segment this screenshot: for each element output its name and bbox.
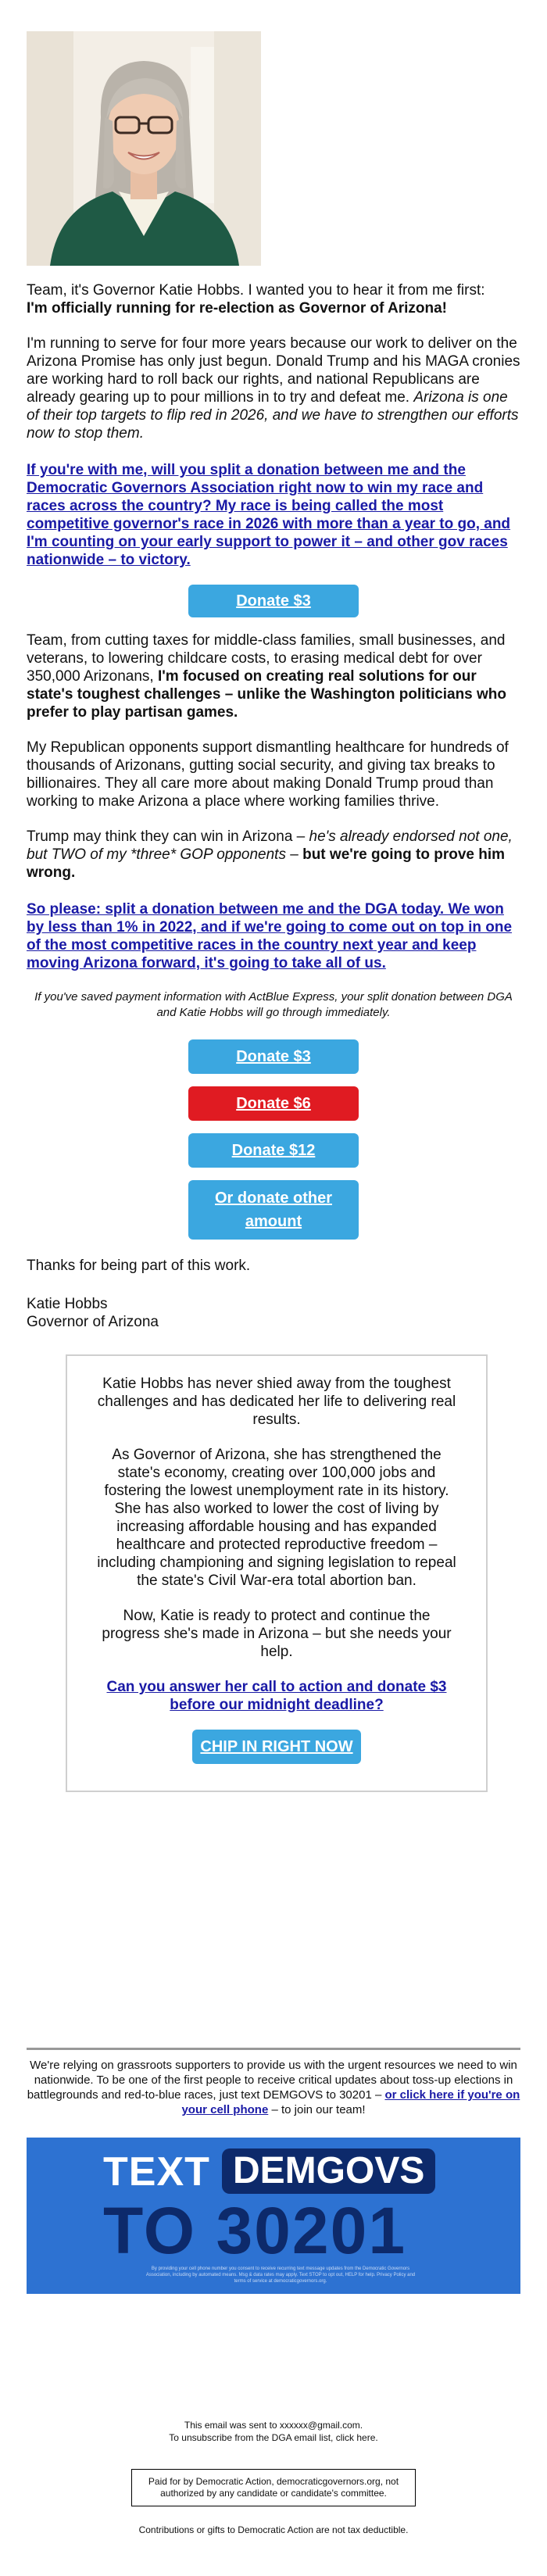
tax-note: Contributions or gifts to Democratic Action are not tax deductible.	[138, 2524, 409, 2535]
footer	[0, 2048, 547, 2536]
candidate-photo	[27, 31, 261, 266]
thanks-text: Thanks for being part of this work.	[27, 1258, 251, 1274]
donation-ask-1	[27, 461, 520, 569]
intro-text: Team, it's Governor Katie Hobbs. I wanted you to hear it from me first:	[27, 282, 485, 299]
cell-phone-link[interactable]: or click here if you're on your cell phone	[181, 2088, 520, 2116]
sent-to-text: This email was sent to xxxxxx@gmail.com.	[184, 2420, 363, 2431]
paragraph-3	[27, 631, 520, 721]
donate-3-button-top[interactable]: Donate $3	[188, 585, 359, 617]
paragraph-5	[27, 828, 520, 882]
paragraph-3-bold: I'm focused on creating real solutions for our state's toughest challenges – unlike the Washington politicians who prefer to play partisan games.	[27, 668, 507, 721]
paid-for-box: Paid for by Democratic Action, democraticgovernors.org, not authorized by any candidate or candidate's committee.	[131, 2469, 416, 2506]
bio-box	[66, 1354, 488, 1792]
intro-bold-text: I'm officially running for re-election as Governor of Arizona!	[27, 300, 447, 317]
paragraph-2	[27, 335, 520, 442]
unsubscribe-link[interactable]: To unsubscribe from the DGA email list, click here.	[169, 2432, 378, 2443]
paragraph-5-dash: –	[290, 846, 299, 863]
signature-title: Governor of Arizona	[27, 1314, 159, 1330]
banner-number: TO 30201	[103, 2194, 407, 2267]
bio-donate-link[interactable]: Can you answer her call to action and donate $3 before our midnight deadline?	[106, 1679, 447, 1713]
banner-keyword: DEMGOVS	[222, 2148, 435, 2194]
donate-12-button[interactable]: Donate $12	[188, 1133, 359, 1168]
bio-paragraph-2: As Governor of Arizona, she has strengthened the state's economy, creating over 100,000 jobs and fostering the lowest unemployment rate in its history. She has also worked to lower the cost of living by increasing affordable housing and has expanded healthcare and protected reproductive freedom – including championing and signing legislation to repeal the state's Civil War-era total abortion ban.	[97, 1447, 456, 1589]
donate-3-button[interactable]: Donate $3	[188, 1039, 359, 1074]
bio-paragraph-3: Now, Katie is ready to protect and continue the progress she's made in Arizona – but she needs your help.	[102, 1608, 452, 1660]
signature	[27, 1295, 520, 1331]
donate-6-button[interactable]: Donate $6	[188, 1086, 359, 1121]
footer-text	[0, 2058, 547, 2117]
paragraph-5-text: Trump may think they can win in Arizona –	[27, 828, 306, 845]
footer-text-tail: – to join our team!	[271, 2103, 366, 2116]
banner-text-word: TEXT	[103, 2149, 210, 2195]
paragraph-5-bold: but we're going to prove him wrong.	[27, 846, 506, 881]
donation-buttons	[27, 1039, 520, 1240]
footer-text-main: We're relying on grassroots supporters to provide us with the urgent resources we need to win nationwide. To be one of the first people to receive critical updates about toss-up elections in battlegrounds and red-to-blue races, just text DEMGOVS to 30201 –	[27, 2059, 517, 2102]
donation-ask-link-2[interactable]: So please: split a donation between me and the DGA today. We won by less than 1% in 2022, and if we're going to come out on top in one of the most competitive races in the country next year and keep moving Arizona forward, it's going to take all of us.	[27, 901, 513, 971]
donation-ask-link-1[interactable]: If you're with me, will you split a donation between me and the Democratic Governors Association right now to win my race and races across the country? My race is being called the most competitive governor's race in 2026 with more than a year to go, and I'm counting on your early support to power it – and other gov races nationwide – to victory.	[27, 462, 511, 568]
paragraph-2-italic: Arizona is one of their top targets to flip red in 2026, and we have to strengthen our efforts now to stop them.	[27, 389, 519, 442]
intro-paragraph	[27, 281, 520, 317]
unsubscribe-text[interactable]	[0, 2431, 547, 2444]
paragraph-5-italic: he's already endorsed not one, but TWO of my *three* GOP opponents	[27, 828, 513, 863]
text-demgovs-banner[interactable]	[27, 2138, 520, 2294]
footer-divider	[27, 2048, 520, 2050]
donation-ask-2	[27, 900, 520, 972]
actblue-note: If you've saved payment information with ActBlue Express, your split donation between DGA and Katie Hobbs will go through immediately.	[34, 990, 513, 1019]
bio-paragraph-1: Katie Hobbs has never shied away from the toughest challenges and has dedicated her life to delivering real results.	[97, 1376, 456, 1428]
paragraph-2-text: I'm running to serve for four more years because our work to deliver on the Arizona Promise has only just begun. Donald Trump and his MAGA cronies are working hard to roll back our rights, and national Republicans are already gearing up to pour millions in to try and defeat me.	[27, 335, 520, 406]
paragraph-4: My Republican opponents support dismantling healthcare for hundreds of thousands of Arizonans, gutting social security, and giving tax breaks to billionaires. They all care more about making Donald Trump proud than working to make Arizona a place where working families thrive.	[27, 739, 509, 810]
chip-in-button[interactable]: CHIP IN RIGHT NOW	[192, 1730, 361, 1764]
donate-other-amount-button[interactable]: Or donate other amount	[188, 1180, 359, 1240]
paragraph-3-text: Team, from cutting taxes for middle-class families, small businesses, and veterans, to lowering childcare costs, to erasing medical debt for over 350,000 Arizonans,	[27, 632, 506, 685]
banner-fine-print: By providing your cell phone number you consent to receive recurring text message updates from the Democratic Governors Association, including by automated means. Msg & data rates may apply. Text STOP to opt out, HELP for help. Privacy Policy and terms of service at democraticgovernors.org.	[145, 2267, 416, 2284]
portrait-illustration	[27, 31, 261, 266]
signature-name: Katie Hobbs	[27, 1296, 108, 1312]
